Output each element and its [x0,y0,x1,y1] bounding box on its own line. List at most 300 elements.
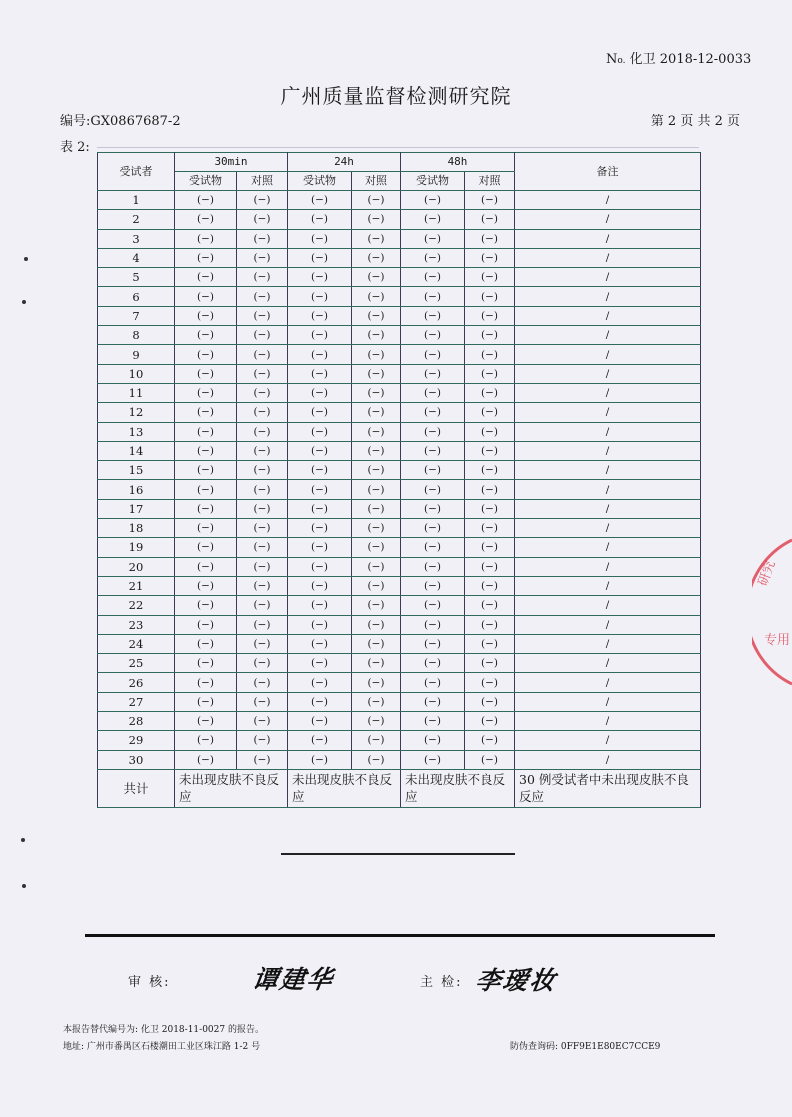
scan-dot [22,884,26,888]
test-result-cell: (−) [401,673,465,692]
test-result-cell: (−) [401,345,465,364]
scan-dot [22,300,26,304]
control-result-cell: (−) [465,634,515,653]
table-row [98,499,701,518]
test-result-cell: (−) [401,229,465,248]
note-cell: / [515,461,701,480]
subject-id: 6 [98,287,175,306]
test-result-cell: (−) [401,326,465,345]
svg-text:研究: 研究 [755,558,779,589]
table-row [98,364,701,383]
test-result-cell: (−) [175,306,237,325]
control-result-cell: (−) [237,519,288,538]
note-cell: / [515,191,701,210]
control-result-cell: (−) [352,538,401,557]
note-cell: / [515,345,701,364]
subject-id: 16 [98,480,175,499]
control-result-cell: (−) [465,596,515,615]
test-result-cell: (−) [175,326,237,345]
table-row [98,248,701,267]
review-label: 审 核: [128,975,171,990]
test-result-cell: (−) [401,383,465,402]
table-row [98,210,701,229]
control-result-cell: (−) [237,248,288,267]
control-result-cell: (−) [237,229,288,248]
control-result-cell: (−) [465,210,515,229]
test-result-cell: (−) [288,576,352,595]
test-result-cell: (−) [288,306,352,325]
test-result-cell: (−) [175,248,237,267]
table-row [98,383,701,402]
test-result-cell: (−) [175,731,237,750]
control-result-cell: (−) [237,461,288,480]
test-result-cell: (−) [401,306,465,325]
control-result-cell: (−) [465,731,515,750]
note-cell: / [515,210,701,229]
test-result-cell: (−) [401,596,465,615]
address: 地址: 广州市番禺区石楼潮田工业区珠江路 1-2 号 [63,1042,261,1052]
footer-rule [85,934,715,937]
test-result-cell: (−) [175,750,237,769]
subject-id: 18 [98,519,175,538]
control-result-cell: (−) [352,210,401,229]
control-result-cell: (−) [465,712,515,731]
control-result-cell: (−) [237,499,288,518]
table-label-rule [97,147,699,148]
note-cell: / [515,750,701,769]
table-row [98,403,701,422]
total-label: 共计 [98,769,175,807]
subject-id: 8 [98,326,175,345]
test-result-cell: (−) [401,480,465,499]
control-result-cell: (−) [237,692,288,711]
inspector-signature: 李瑷妆 [473,966,559,995]
table-row [98,326,701,345]
control-result-cell: (−) [352,441,401,460]
report-number [606,48,751,67]
control-result-cell: (−) [465,499,515,518]
control-result-cell: (−) [237,191,288,210]
control-result-cell: (−) [352,731,401,750]
table-row [98,673,701,692]
subject-id: 29 [98,731,175,750]
test-result-cell: (−) [288,383,352,402]
subject-id: 4 [98,248,175,267]
test-result-cell: (−) [401,538,465,557]
control-result-cell: (−) [352,306,401,325]
note-cell: / [515,248,701,267]
control-result-cell: (−) [352,634,401,653]
scan-dot [21,838,25,842]
test-result-cell: (−) [288,634,352,653]
control-result-cell: (−) [352,712,401,731]
subject-id: 10 [98,364,175,383]
test-result-cell: (−) [288,345,352,364]
note-cell: / [515,499,701,518]
test-result-cell: (−) [175,654,237,673]
table-row [98,287,701,306]
anti-fake-code: 防伪查询码: 0FF9E1E80EC7CCE9 [510,1042,661,1052]
note-cell: / [515,654,701,673]
test-result-cell: (−) [175,461,237,480]
test-result-cell: (−) [401,210,465,229]
test-result-cell: (−) [401,615,465,634]
test-result-cell: (−) [288,422,352,441]
subject-id: 24 [98,634,175,653]
test-result-cell: (−) [175,634,237,653]
control-result-cell: (−) [352,345,401,364]
test-result-cell: (−) [288,191,352,210]
test-result-cell: (−) [288,692,352,711]
subject-id: 15 [98,461,175,480]
note-cell: / [515,287,701,306]
page-info: 第 2 页 共 2 页 [650,114,740,129]
reviewer-signature: 谭建华 [250,965,336,994]
subject-id: 23 [98,615,175,634]
test-result-cell: (−) [175,191,237,210]
control-result-cell: (−) [237,615,288,634]
time-48h-header: 48h [401,153,515,172]
control-result-cell: (−) [237,364,288,383]
test-result-cell: (−) [175,692,237,711]
table-row [98,615,701,634]
table-row [98,480,701,499]
test-result-cell: (−) [401,364,465,383]
control-result-cell: (−) [465,422,515,441]
test-result-cell: (−) [401,576,465,595]
test-result-cell: (−) [401,191,465,210]
test-result-cell: (−) [288,287,352,306]
control-result-cell: (−) [352,654,401,673]
table-row [98,750,701,769]
note-cell: / [515,692,701,711]
report-no-prefix: N [606,52,618,67]
end-of-table-line [281,853,515,855]
table-row [98,712,701,731]
control-result-cell: (−) [237,480,288,499]
control-result-cell: (−) [465,480,515,499]
note-cell: / [515,383,701,402]
test-result-cell: (−) [175,268,237,287]
note-cell: / [515,596,701,615]
subject-id: 5 [98,268,175,287]
control-result-cell: (−) [465,287,515,306]
test-result-cell: (−) [175,712,237,731]
test-result-cell: (−) [175,287,237,306]
note-cell: / [515,422,701,441]
test-result-cell: (−) [401,499,465,518]
test-result-cell: (−) [288,326,352,345]
control-result-cell: (−) [465,673,515,692]
table-row [98,634,701,653]
test-result-cell: (−) [288,210,352,229]
time-24h-header: 24h [288,153,401,172]
table-row [98,654,701,673]
control-header: 对照 [465,172,515,191]
control-result-cell: (−) [465,615,515,634]
table-row [98,441,701,460]
control-result-cell: (−) [352,383,401,402]
test-result-cell: (−) [288,403,352,422]
test-result-cell: (−) [288,596,352,615]
control-result-cell: (−) [352,557,401,576]
test-result-cell: (−) [401,692,465,711]
subject-id: 22 [98,596,175,615]
total-24h: 未出现皮肤不良反应 [288,769,401,807]
report-no-o: o. [617,56,626,66]
total-30min: 未出现皮肤不良反应 [175,769,288,807]
test-result-cell: (−) [175,596,237,615]
subject-id: 28 [98,712,175,731]
note-cell: / [515,268,701,287]
test-result-cell: (−) [288,229,352,248]
test-result-cell: (−) [401,557,465,576]
note-cell: / [515,615,701,634]
table-row [98,731,701,750]
test-result-cell: (−) [401,248,465,267]
note-cell: / [515,480,701,499]
test-result-cell: (−) [288,557,352,576]
control-result-cell: (−) [352,692,401,711]
control-result-cell: (−) [465,229,515,248]
test-result-cell: (−) [288,615,352,634]
scan-dot [24,257,28,261]
control-result-cell: (−) [465,364,515,383]
total-48h: 未出现皮肤不良反应 [401,769,515,807]
control-result-cell: (−) [465,654,515,673]
test-result-cell: (−) [401,634,465,653]
serial-value: GX0867687-2 [90,114,181,129]
table-row [98,306,701,325]
serial-label: 编号: [60,114,91,129]
test-result-cell: (−) [175,441,237,460]
control-result-cell: (−) [237,326,288,345]
control-header: 对照 [237,172,288,191]
control-result-cell: (−) [465,403,515,422]
control-result-cell: (−) [352,268,401,287]
control-result-cell: (−) [465,191,515,210]
subject-id: 9 [98,345,175,364]
control-result-cell: (−) [352,673,401,692]
control-result-cell: (−) [237,403,288,422]
subject-id: 2 [98,210,175,229]
table-row [98,345,701,364]
test-result-cell: (−) [175,480,237,499]
test-result-cell: (−) [175,403,237,422]
control-result-cell: (−) [352,191,401,210]
control-result-cell: (−) [465,248,515,267]
table-body [98,191,701,770]
control-result-cell: (−) [237,210,288,229]
subject-id: 1 [98,191,175,210]
test-result-cell: (−) [401,750,465,769]
control-result-cell: (−) [237,712,288,731]
table-row [98,596,701,615]
subject-id: 12 [98,403,175,422]
test-substance-header: 受试物 [175,172,237,191]
control-result-cell: (−) [237,731,288,750]
control-result-cell: (−) [352,248,401,267]
test-result-cell: (−) [175,364,237,383]
subject-id: 7 [98,306,175,325]
table-row [98,229,701,248]
control-result-cell: (−) [352,480,401,499]
control-result-cell: (−) [237,673,288,692]
control-result-cell: (−) [352,499,401,518]
control-result-cell: (−) [352,403,401,422]
control-result-cell: (−) [237,576,288,595]
control-result-cell: (−) [352,519,401,538]
control-result-cell: (−) [237,422,288,441]
control-result-cell: (−) [465,576,515,595]
control-result-cell: (−) [352,287,401,306]
test-result-cell: (−) [288,750,352,769]
table-row [98,692,701,711]
note-cell: / [515,712,701,731]
test-result-cell: (−) [401,287,465,306]
note-cell: / [515,634,701,653]
control-result-cell: (−) [465,557,515,576]
test-result-cell: (−) [175,345,237,364]
test-result-cell: (−) [401,461,465,480]
test-result-cell: (−) [175,557,237,576]
test-result-cell: (−) [288,441,352,460]
subject-header: 受试者 [98,153,175,191]
test-result-cell: (−) [175,615,237,634]
control-result-cell: (−) [352,750,401,769]
note-cell: / [515,441,701,460]
subject-id: 26 [98,673,175,692]
control-result-cell: (−) [465,750,515,769]
test-result-cell: (−) [401,441,465,460]
control-result-cell: (−) [237,306,288,325]
control-result-cell: (−) [465,692,515,711]
control-result-cell: (−) [352,364,401,383]
skin-test-table [97,152,701,808]
test-result-cell: (−) [288,499,352,518]
note-cell: / [515,731,701,750]
subject-id: 19 [98,538,175,557]
test-result-cell: (−) [175,519,237,538]
control-result-cell: (−) [352,615,401,634]
test-result-cell: (−) [288,654,352,673]
test-result-cell: (−) [288,538,352,557]
control-header: 对照 [352,172,401,191]
test-result-cell: (−) [175,673,237,692]
subject-id: 20 [98,557,175,576]
replacement-note: 本报告替代编号为: 化卫 2018-11-0027 的报告。 [63,1025,264,1035]
test-substance-header: 受试物 [288,172,352,191]
control-result-cell: (−) [465,519,515,538]
control-result-cell: (−) [237,268,288,287]
note-cell: / [515,364,701,383]
test-result-cell: (−) [288,461,352,480]
control-result-cell: (−) [237,596,288,615]
control-result-cell: (−) [352,422,401,441]
control-result-cell: (−) [465,538,515,557]
subject-id: 17 [98,499,175,518]
inspector-label: 主 检: [420,975,463,990]
test-result-cell: (−) [175,576,237,595]
control-result-cell: (−) [237,557,288,576]
test-result-cell: (−) [175,538,237,557]
note-cell: / [515,326,701,345]
test-result-cell: (−) [288,364,352,383]
control-result-cell: (−) [465,268,515,287]
table-row [98,557,701,576]
control-result-cell: (−) [237,538,288,557]
test-result-cell: (−) [401,519,465,538]
test-result-cell: (−) [288,673,352,692]
control-result-cell: (−) [352,229,401,248]
control-result-cell: (−) [465,345,515,364]
control-result-cell: (−) [352,326,401,345]
control-result-cell: (−) [237,654,288,673]
note-cell: / [515,557,701,576]
control-result-cell: (−) [237,383,288,402]
test-result-cell: (−) [175,383,237,402]
control-result-cell: (−) [352,461,401,480]
control-result-cell: (−) [237,441,288,460]
table-label: 表 2: [60,140,90,155]
table-row [98,191,701,210]
test-result-cell: (−) [401,712,465,731]
subject-id: 27 [98,692,175,711]
subject-id: 21 [98,576,175,595]
subject-id: 3 [98,229,175,248]
test-result-cell: (−) [175,422,237,441]
test-result-cell: (−) [288,480,352,499]
control-result-cell: (−) [465,383,515,402]
total-note: 30 例受试者中未出现皮肤不良反应 [515,769,701,807]
note-cell: / [515,229,701,248]
control-result-cell: (−) [465,306,515,325]
subject-id: 30 [98,750,175,769]
serial-number [60,110,181,129]
control-result-cell: (−) [237,287,288,306]
control-result-cell: (−) [237,345,288,364]
report-no-value: 化卫 2018-12-0033 [629,52,752,67]
control-result-cell: (−) [237,750,288,769]
table-row [98,519,701,538]
note-cell: / [515,576,701,595]
table-row [98,576,701,595]
control-result-cell: (−) [352,596,401,615]
time-30min-header: 30min [175,153,288,172]
test-result-cell: (−) [401,403,465,422]
note-cell: / [515,403,701,422]
test-result-cell: (−) [401,268,465,287]
table-row [98,268,701,287]
test-result-cell: (−) [175,499,237,518]
note-cell: / [515,538,701,557]
control-result-cell: (−) [465,441,515,460]
control-result-cell: (−) [465,326,515,345]
table-row [98,538,701,557]
note-cell: / [515,519,701,538]
test-result-cell: (−) [401,422,465,441]
control-result-cell: (−) [352,576,401,595]
svg-text:专用: 专用 [764,633,791,648]
subject-id: 13 [98,422,175,441]
test-result-cell: (−) [288,268,352,287]
control-result-cell: (−) [237,634,288,653]
test-result-cell: (−) [175,229,237,248]
test-result-cell: (−) [288,519,352,538]
note-cell: / [515,306,701,325]
subject-id: 11 [98,383,175,402]
test-result-cell: (−) [175,210,237,229]
